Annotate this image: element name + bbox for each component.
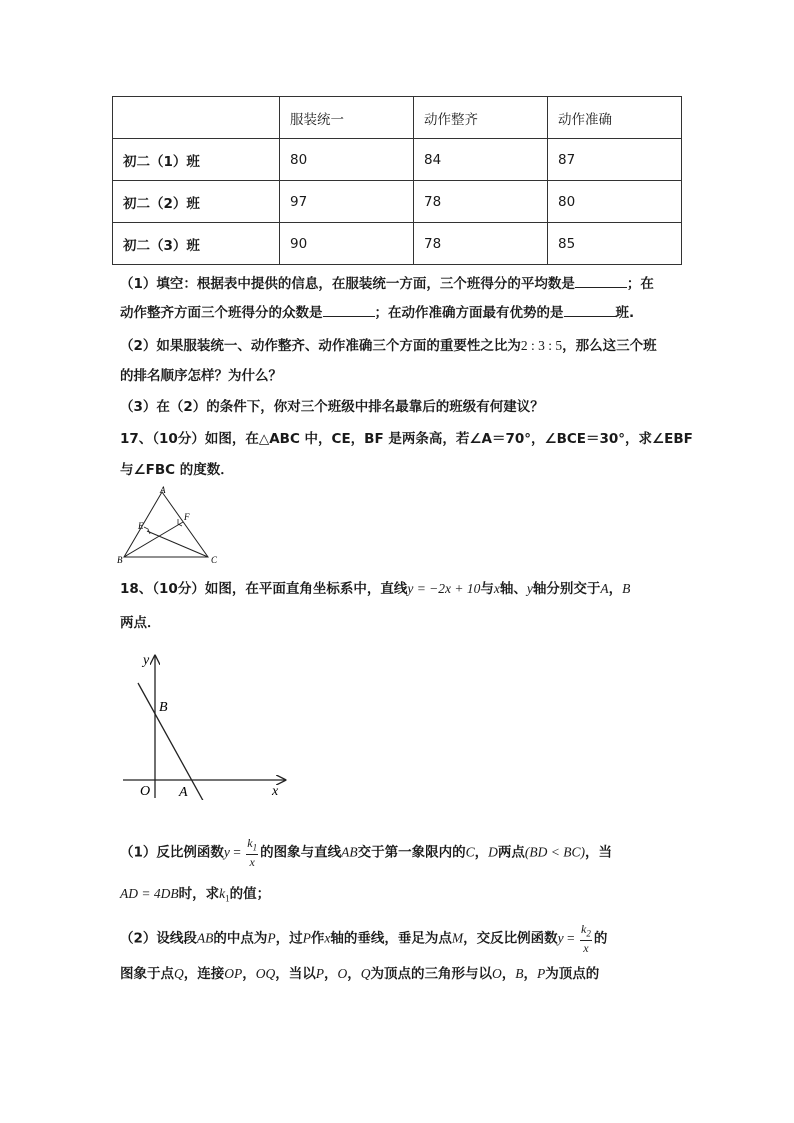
- text: （2）设线段: [120, 930, 197, 947]
- text: （1）填空：根据表中提供的信息，在服装统一方面，三个班得分的平均数是: [120, 276, 575, 292]
- label-f: F: [184, 512, 190, 522]
- segment-op: OP: [224, 966, 243, 981]
- text: 交于第一象限内的: [357, 844, 466, 861]
- text: ；在: [626, 276, 654, 292]
- point-q: Q: [360, 966, 371, 981]
- text: 为顶点的三角形与以: [370, 966, 492, 982]
- q16-part1-line1: [120, 273, 654, 294]
- table-cell: 初二（1）班: [113, 139, 280, 181]
- text: ，当: [584, 844, 612, 861]
- text: 的中点为: [213, 930, 268, 947]
- q18-part2-line1: （2）设线段AB的中点为P，过P作x轴的垂线，垂足为点M，交反比例函数y = $\frac{k_2}{x}$ 的: [120, 922, 608, 956]
- answer-blank[interactable]: [564, 302, 616, 317]
- text: 的排名顺序怎样？为什么？: [120, 368, 282, 384]
- point-q: Q: [174, 966, 184, 981]
- table-header-cell: 动作整齐: [414, 97, 548, 139]
- text: ，过: [275, 930, 303, 947]
- q16-part1-line2: [120, 302, 634, 323]
- table-cell: 80: [280, 139, 414, 181]
- label-x: x: [272, 784, 279, 799]
- label-e: E: [138, 521, 144, 531]
- fraction-k1-over-x: [246, 836, 258, 869]
- q18-part1-line2: [120, 884, 270, 909]
- point-b: B: [515, 966, 524, 981]
- point-m: M: [451, 930, 464, 946]
- text: 两点: [497, 844, 525, 861]
- text: 班.: [615, 305, 635, 321]
- table-cell: 97: [280, 181, 414, 223]
- point-o: O: [492, 966, 502, 981]
- text: 为顶点的: [545, 966, 600, 982]
- q18-line2: [120, 613, 161, 633]
- label-c: C: [211, 555, 218, 565]
- text: ，当以: [275, 966, 316, 982]
- text: 轴的垂线，垂足为点: [330, 930, 452, 947]
- answer-blank[interactable]: [575, 273, 627, 288]
- subscript: 1: [252, 842, 258, 853]
- var-y: y: [223, 844, 230, 860]
- table-row: [113, 139, 682, 181]
- ratio: 2 : 3 : 5: [520, 338, 563, 353]
- label-y: y: [143, 653, 150, 668]
- text: ，: [474, 844, 489, 861]
- answer-blank[interactable]: [323, 302, 375, 317]
- table-cell: 初二（2）班: [113, 181, 280, 223]
- text: ，连接: [183, 966, 225, 982]
- var-y: y: [557, 930, 564, 946]
- text: 时，求: [178, 886, 220, 902]
- text: ，: [347, 966, 361, 982]
- denominator: x: [249, 855, 255, 870]
- table-header-cell: 动作准确: [548, 97, 682, 139]
- table-row: [113, 181, 682, 223]
- text: 动作整齐方面三个班得分的众数是: [120, 305, 323, 321]
- equation-ad: AD = 4DB: [120, 886, 179, 901]
- denominator: x: [583, 941, 589, 956]
- text: 的值；: [229, 886, 271, 902]
- label-point-b: B: [159, 700, 168, 715]
- text: 轴、: [499, 581, 527, 597]
- var-x: x: [493, 581, 500, 596]
- q17-line2: [120, 460, 234, 480]
- point-p: P: [315, 966, 324, 981]
- text: 两点．: [120, 615, 161, 631]
- point-p: P: [267, 930, 276, 946]
- point-d: D: [488, 844, 498, 860]
- q18-part1-line1: （1）反比例函数y = $\frac{k_1}{x}$ 的图象与直线AB交于第一象限内的C，D两点(BD < BC)，当: [120, 836, 612, 870]
- text: （1）反比例函数: [120, 844, 224, 861]
- text: 18、（10分）如图，在平面直角坐标系中，直线: [120, 581, 408, 597]
- table-header-cell: 服装统一: [280, 97, 414, 139]
- subscript: 2: [586, 928, 591, 939]
- coordinate-graph: [115, 648, 295, 800]
- point-p: P: [537, 966, 546, 981]
- point-c: C: [465, 844, 475, 860]
- score-table: [112, 96, 682, 265]
- label-origin: O: [140, 784, 151, 799]
- table-header-row: [113, 97, 682, 139]
- text: ，: [501, 966, 516, 982]
- q16-part3: [120, 397, 544, 417]
- label-a: A: [160, 485, 166, 495]
- var-y: y: [526, 581, 533, 596]
- triangle-abc: [124, 492, 208, 557]
- table-cell: 90: [280, 223, 414, 265]
- segment-ab: AB: [196, 930, 214, 946]
- text: ，: [608, 581, 623, 597]
- equation: y = −2x + 10: [407, 581, 481, 596]
- k-symbol: k: [247, 836, 253, 850]
- text: 作: [310, 930, 325, 947]
- right-angle-mark-e: [144, 527, 150, 534]
- segment-oq: OQ: [255, 966, 276, 981]
- text: ；在动作准确方面最有优势的是: [374, 305, 564, 321]
- q18-part2-line2: [120, 964, 599, 984]
- table-cell: 85: [548, 223, 682, 265]
- text: 17、（10分）如图，在△ABC 中，CE，BF 是两条高，若∠A＝70°，∠BCE＝30°，求∠EBF: [120, 431, 693, 447]
- table-cell: 78: [414, 181, 548, 223]
- text: 轴分别交于: [532, 581, 601, 597]
- table-header-cell: [113, 97, 280, 139]
- text: ，交反比例函数: [463, 930, 558, 947]
- text: 的图象与直线: [260, 844, 342, 861]
- point-o: O: [337, 966, 348, 981]
- text: ，: [242, 966, 256, 982]
- table-cell: 84: [414, 139, 548, 181]
- altitude-bf: [124, 522, 183, 557]
- text: （3）在（2）的条件下，你对三个班级中排名最靠后的班级有何建议？: [120, 399, 544, 415]
- text: （2）如果服装统一、动作整齐、动作准确三个方面的重要性之比为: [120, 338, 521, 354]
- label-b: B: [117, 555, 123, 565]
- table-cell: 78: [414, 223, 548, 265]
- q17-line1: [120, 429, 693, 449]
- segment-ab: AB: [341, 844, 358, 860]
- q18-line1: [120, 579, 630, 599]
- subscript: 1: [225, 893, 230, 904]
- table-row: [113, 223, 682, 265]
- text: ，: [523, 966, 537, 982]
- point-p: P: [302, 930, 311, 946]
- q16-part2-line2: [120, 366, 282, 386]
- text: 与∠FBC 的度数．: [120, 462, 234, 478]
- table-cell: 87: [548, 139, 682, 181]
- point-a: A: [600, 581, 609, 596]
- text: ，: [324, 966, 338, 982]
- k-symbol: k: [581, 922, 587, 936]
- triangle-figure: [112, 484, 224, 568]
- text: 与: [480, 581, 494, 597]
- text: 图象于点: [120, 966, 174, 982]
- q16-part2-line1: [120, 336, 657, 356]
- condition: (BD < BC): [524, 844, 585, 860]
- k-symbol: k: [219, 886, 226, 901]
- table-cell: 80: [548, 181, 682, 223]
- table-cell: 初二（3）班: [113, 223, 280, 265]
- fraction-k2-over-x: [580, 922, 592, 955]
- line-ab: [138, 683, 206, 800]
- text: ，那么这三个班: [562, 338, 657, 354]
- label-point-a: A: [179, 785, 188, 800]
- text: 的: [593, 930, 608, 947]
- point-b: B: [622, 581, 631, 596]
- var-x: x: [324, 930, 331, 946]
